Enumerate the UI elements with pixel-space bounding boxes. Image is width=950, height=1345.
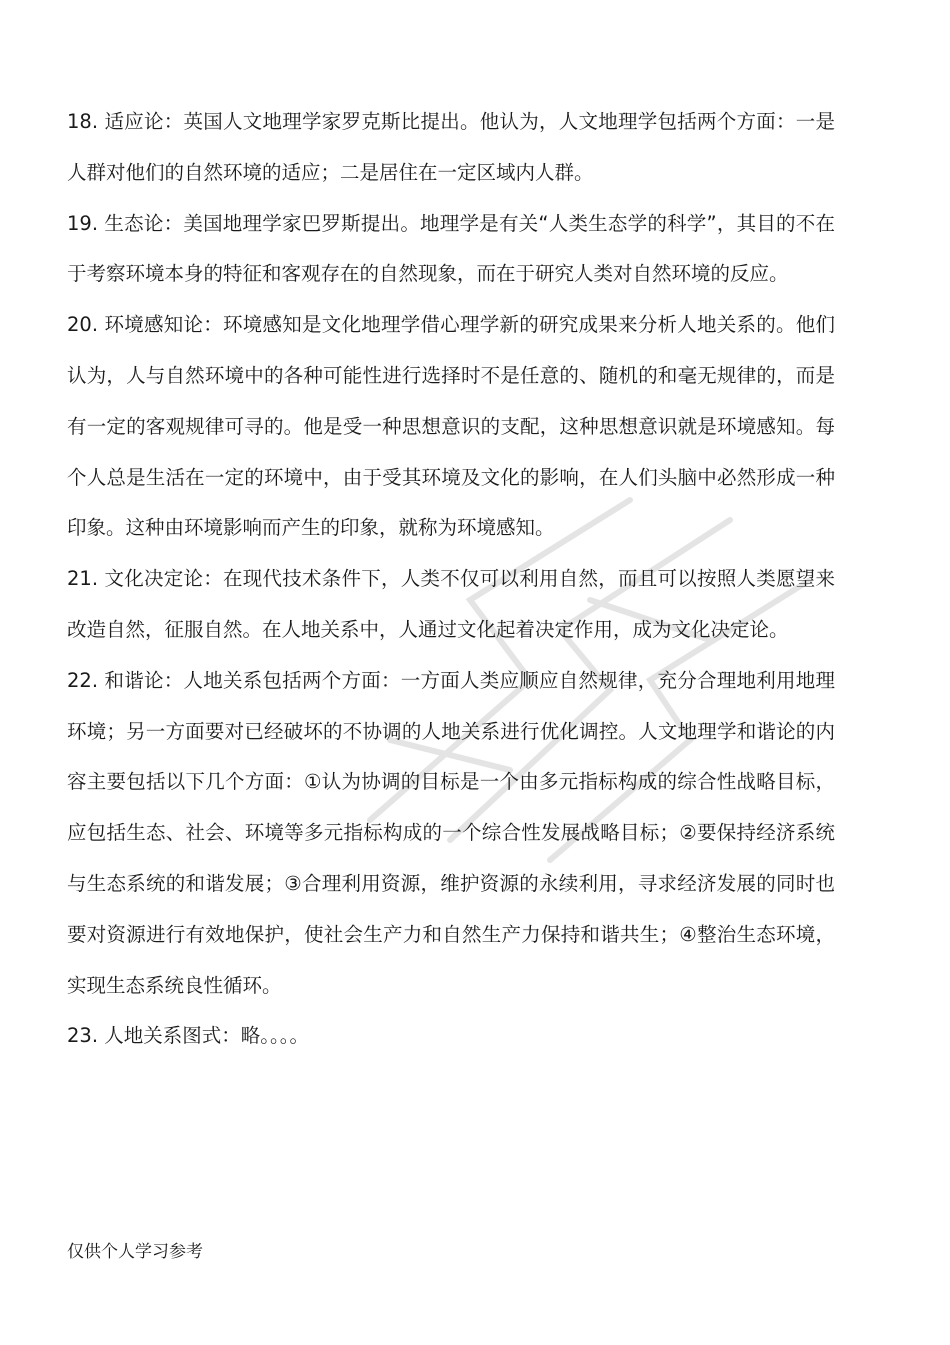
entry-22-harmony-theory: 22. 和谐论：人地关系包括两个方面：一方面人类应顺应自然规律，充分合理地利用地理环境；另一方面要对已经破坏的不协调的人地关系进行优化调控。人文地理学和谐论的内容主要包括以下几个方面：①认为协调的目标是一个由多元指标构成的综合性战略目标，应包括生态、社会、环境等多元指标构成的一个综合性发展战略目标；②要保持经济系统与生态系统的和谐发展；③合理利用资源，维护资源的永续利用，寻求经济发展的同时也要对资源进行有效地保护，使社会生产力和自然生产力保持和谐共生；④整治生态环境，实现生态系统良性循环。: [67, 668, 835, 997]
document-body: [67, 97, 835, 1062]
entry-20-environmental-perception-theory: 20. 环境感知论：环境感知是文化地理学借心理学新的研究成果来分析人地关系的。他们认为，人与自然环境中的各种可能性进行选择时不是任意的、随机的和毫无规律的，而是有一定的客观规律可寻的。他是受一种思想意识的支配，这种思想意识就是环境感知。每个人总是生活在一定的环境中，由于受其环境及文化的影响，在人们头脑中必然形成一种印象。这种由环境影响而产生的印象，就称为环境感知。: [67, 313, 835, 540]
entry-21-cultural-determinism: 21. 文化决定论：在现代技术条件下，人类不仅可以利用自然，而且可以按照人类愿望来改造自然，征服自然。在人地关系中，人通过文化起着决定作用，成为文化决定论。: [67, 567, 835, 641]
entry-19-ecology-theory: 19. 生态论：美国地理学家巴罗斯提出。地理学是有关“人类生态学的科学”，其目的不在于考察环境本身的特征和客观存在的自然现象，而在于研究人类对自然环境的反应。: [67, 211, 835, 286]
page-footer: 仅供个人学习参考: [67, 1242, 203, 1262]
entry-18-adaptation-theory: 18. 适应论：英国人文地理学家罗克斯比提出。他认为，人文地理学包括两个方面：一是人群对他们的自然环境的适应；二是居住在一定区域内人群。: [67, 110, 835, 184]
entry-23-human-land-relation-schema: 23. 人地关系图式：略。。。。: [67, 1024, 309, 1048]
